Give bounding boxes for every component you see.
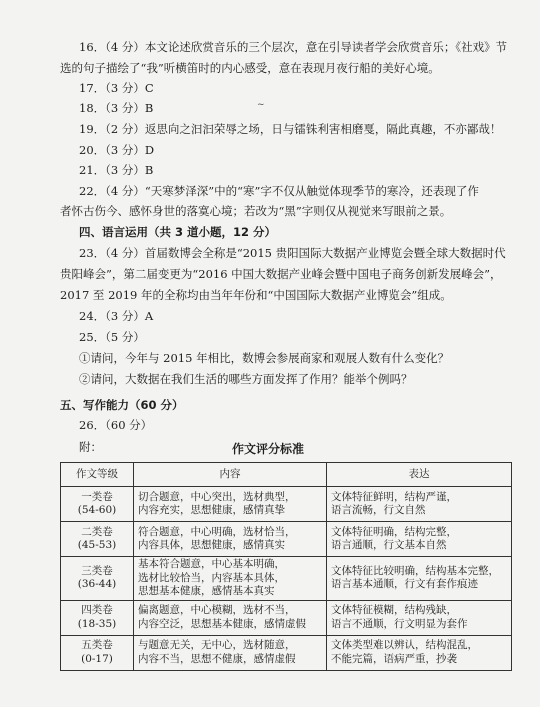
answer-25: 25．（5 分）: [79, 330, 145, 344]
grade-cell: [61, 487, 134, 522]
answer-21: 21．（3 分）B: [79, 163, 154, 177]
content-cell: [134, 635, 327, 670]
grade-range: (45-53): [77, 539, 117, 551]
expression-line: 文体特征明确，结构完整，: [331, 525, 457, 538]
answer-20: 20．（3 分）D: [79, 143, 155, 157]
rubric-table: [60, 462, 512, 671]
grade-cell: [61, 600, 134, 635]
answer-22-line1: 22．（4 分）“天寒梦泽深”中的“寒”字不仅从触觉体现季节的寒冷，还表现了作: [79, 184, 479, 198]
expression-cell: [327, 600, 512, 635]
rubric-row: [61, 635, 512, 670]
grade-name: 三类卷: [81, 564, 113, 577]
expression-line: 语言通顺，行文基本自然: [331, 539, 447, 551]
content-line: 切合题意，中心突出，选材典型，: [138, 490, 296, 503]
content-line: 选材比较恰当，内容基本具体，: [138, 571, 285, 584]
answer-19: 19．（2 分）返思向之汩汩荣辱之场，日与镭铢利害相磨戛，隔此真趣，不亦鄙哉！: [79, 122, 502, 136]
expression-line: 文体特征鲜明，结构严谨，: [331, 490, 457, 503]
expression-line: 文体特征模糊，结构残缺，: [331, 604, 457, 616]
grade-name: 五类卷: [81, 639, 113, 651]
expression-cell: [327, 557, 512, 601]
answer-16-line2: 选的句子描绘了“我”听横笛时的内心感受，意在表现月夜行船的美好心境。: [60, 61, 440, 75]
content-line: 符合题意，中心明确，选材恰当，: [138, 525, 296, 538]
content-cell: [134, 487, 327, 522]
rubric-row: [61, 600, 512, 635]
grade-cell: [61, 635, 134, 670]
grade-range: (0-17): [81, 652, 113, 665]
rubric-title: 作文评分标准: [232, 442, 305, 456]
answer-25-item2: ②请问，大数据在我们生活的哪些方面发挥了作用？能举个例吗？: [79, 372, 413, 386]
answer-23-line2: 贵阳峰会”，第二届变更为“2016 中国大数据产业峰会暨中国电子商务创新发展峰会”，: [60, 267, 502, 281]
rubric-row: [61, 487, 512, 522]
answer-25-item1: ①请问，今年与 2015 年相比，数博会参展商家和观展人数有什么变化？: [79, 351, 450, 365]
expression-line: 不能完篇，语病严重，抄袭: [331, 652, 457, 665]
content-line: 与题意无关，无中心，选材随意，: [138, 639, 296, 651]
rubric-row: [61, 557, 512, 601]
appendix-label: 附：: [79, 440, 102, 454]
content-cell: [134, 557, 327, 601]
content-line: 内容不当，思想不健康，感情虚假: [138, 652, 296, 665]
grade-name: 二类卷: [81, 525, 113, 538]
answer-24: 24．（3 分）A: [79, 309, 154, 323]
answer-18: 18．（3 分）B: [79, 101, 154, 115]
grade-name: 四类卷: [81, 604, 113, 616]
section-5-title: 五、写作能力（60 分）: [60, 398, 184, 412]
content-line: 内容空泛，思想基本健康，感情虚假: [138, 617, 306, 630]
expression-line: 文体特征比较明确，结构基本完整，: [331, 564, 499, 577]
grade-range: (18-35): [77, 617, 117, 630]
answer-22-line2: 者怀古伤今、感怀身世的落寞心境；若改为“黑”字则仅从视觉来写眼前之景。: [60, 204, 452, 218]
grade-name: 一类卷: [81, 490, 113, 503]
expression-line: 文体类型难以辨认，结构混乱，: [331, 639, 478, 651]
rubric-header-row: [61, 463, 512, 487]
expression-line: 语言流畅，行文自然: [331, 504, 426, 516]
expression-cell: [327, 635, 512, 670]
grade-cell: [61, 522, 134, 557]
answer-26: 26．（60 分）: [79, 418, 153, 432]
grade-cell: [61, 557, 134, 601]
grade-range: (36-44): [77, 578, 117, 591]
grade-range: (54-60): [77, 504, 117, 516]
content-line: 内容具体，思想健康，感情真实: [138, 539, 285, 551]
content-line: 基本符合题意，中心基本明确，: [138, 558, 285, 570]
header-content: 内容: [134, 463, 327, 487]
content-line: 思想基本健康，感情基本真实: [138, 585, 275, 597]
expression-cell: [327, 522, 512, 557]
content-line: 内容充实，思想健康，感情真挚: [138, 504, 285, 516]
answer-23-line3: 2017 至 2019 年的全称均由当年年份和“中国国际大数据产业博览会”组成。: [60, 288, 452, 302]
content-line: 偏离题意，中心模糊，选材不当，: [138, 604, 296, 616]
expression-cell: [327, 487, 512, 522]
answer-16-line1: 16．（4 分）本文论述欣赏音乐的三个层次，意在引导读者学会欣赏音乐；《社戏》节: [79, 40, 508, 54]
rubric-row: [61, 522, 512, 557]
header-expression: 表达: [327, 463, 512, 487]
expression-line: 语言不通顺，行文明显为套作: [331, 617, 468, 630]
answer-23-line1: 23．（4 分）首届数博会全称是“2015 贵阳国际大数据产业博览会暨全球大数据时代: [79, 246, 506, 260]
content-cell: [134, 522, 327, 557]
answer-17: 17．（3 分）C: [79, 81, 154, 95]
content-cell: [134, 600, 327, 635]
stray-mark: ~: [257, 100, 265, 110]
expression-line: 语言基本通顺，行文有套作痕迹: [331, 578, 478, 591]
header-grade: 作文等级: [61, 463, 134, 487]
section-4-title: 四、语言运用（共 3 道小题，12 分）: [79, 225, 277, 239]
